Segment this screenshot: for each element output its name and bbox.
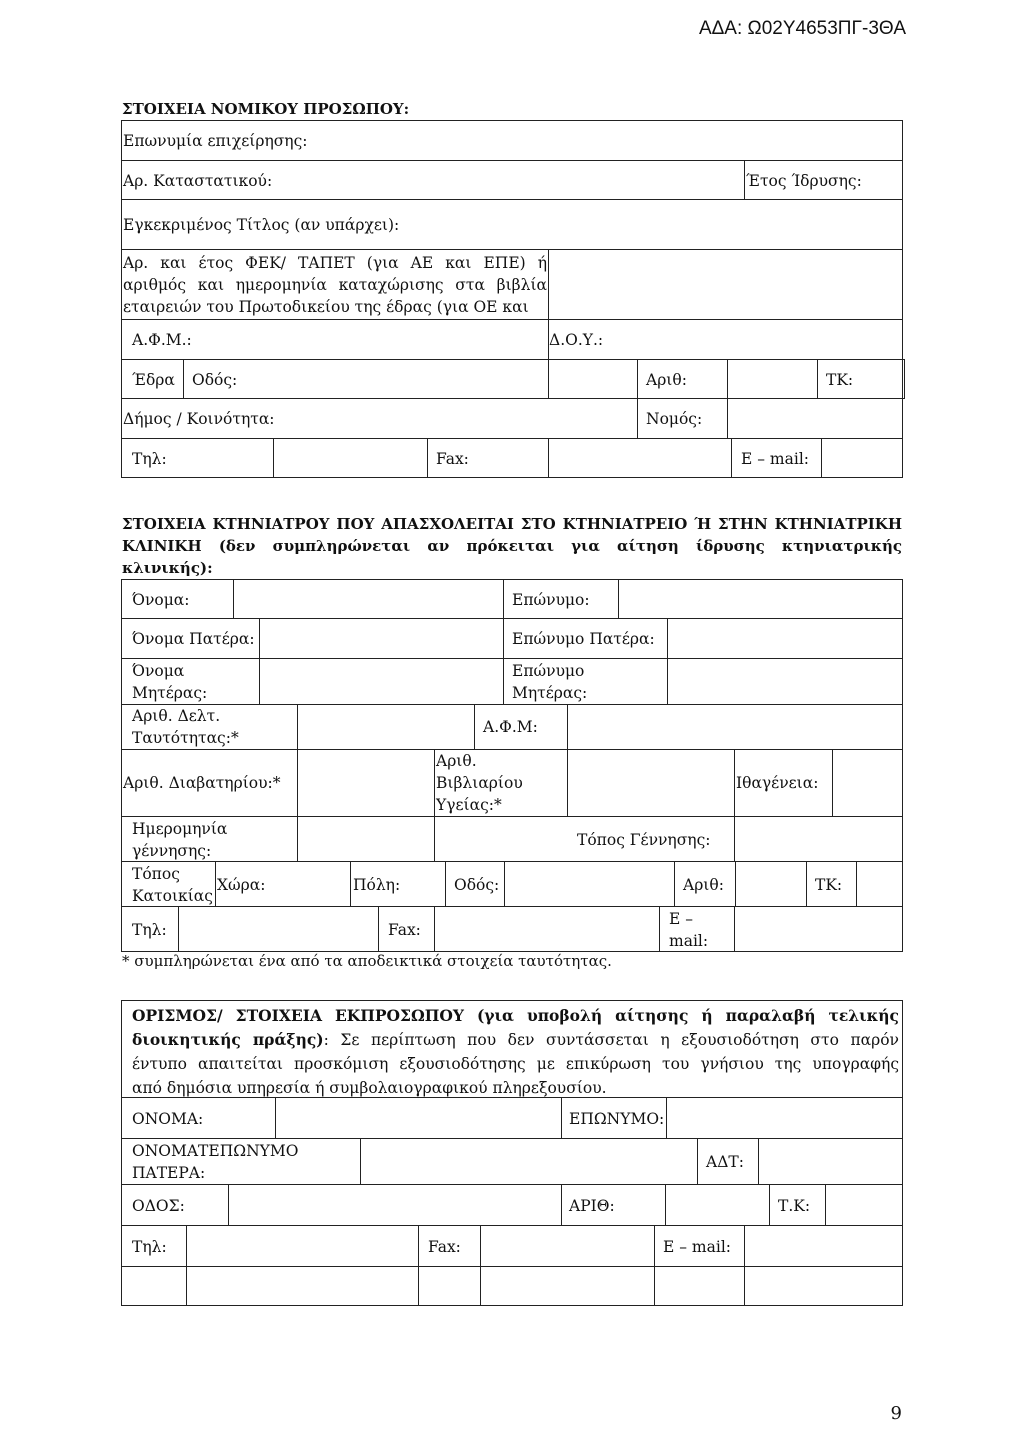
fek-label-line1: Αρ. και έτος ΦΕΚ/ ΤΑΠΕΤ (για ΑΕ και ΕΠΕ) ή	[123, 254, 547, 272]
vet-phone-label: Τηλ:	[132, 921, 167, 939]
vet-email-label-2: mail:	[669, 932, 709, 950]
health-book-label-3: Υγείας:*	[436, 796, 502, 814]
section3-title-bold-1: ΟΡΙΣΜΟΣ/ ΣΤΟΙΧΕΙΑ ΕΚΠΡΟΣΩΠΟΥ (για υποβολή αίτησης ή παραλαβή τελικής	[132, 1006, 899, 1025]
vet-fax-label: Fax:	[388, 921, 421, 939]
father-name-label: Όνομα Πατέρα:	[132, 630, 255, 648]
rep-last-name-label: ΕΠΩΝΥΜΟ:	[569, 1110, 665, 1128]
identity-note: * συμπληρώνεται ένα από τα αποδεικτικά στοιχεία ταυτότητας.	[122, 952, 612, 970]
first-name-label: Όνομα:	[132, 591, 190, 609]
rep-postal-code-label: Τ.Κ:	[778, 1197, 811, 1215]
father-surname-label: Επώνυμο Πατέρα:	[512, 630, 655, 648]
mother-surname-label-2: Μητέρας:	[512, 684, 588, 702]
rep-father-label-2: ΠΑΤΕΡΑ:	[132, 1164, 206, 1182]
section1-title: ΣΤΟΙΧΕΙΑ ΝΟΜΙΚΟΥ ΠΡΟΣΩΠΟΥ:	[122, 100, 410, 118]
rep-phone-label: Τηλ:	[132, 1238, 167, 1256]
birth-date-label-1: Ημερομηνία	[132, 820, 228, 838]
company-name-label: Επωνυμία επιχείρησης:	[123, 132, 308, 150]
mother-name-label-1: Όνομα	[132, 662, 185, 680]
vet-street-number-label: Αριθ:	[683, 876, 724, 894]
section2-title-line3: κλινικής):	[122, 559, 213, 577]
section2-title-line2: ΚΛΙΝΙΚΗ (δεν συμπληρώνεται αν πρόκειται για αίτηση ίδρυσης κτηνιατρικής	[122, 537, 902, 555]
health-book-label-1: Αριθ.	[436, 752, 477, 770]
ada-code: ΑΔΑ: Ω02Υ4653ΠΓ-3ΘΑ	[698, 18, 906, 39]
section3-text-line4: από δημόσια υπηρεσία ή συμβολαιογραφικού πληρεξουσίου.	[132, 1079, 607, 1097]
nationality-label: Ιθαγένεια:	[736, 774, 819, 792]
health-book-label-2: Βιβλιαρίου	[436, 774, 523, 792]
tax-office-label: Δ.Ο.Υ.:	[549, 331, 604, 349]
rep-street-label: ΟΔΟΣ:	[132, 1197, 185, 1215]
postal-code-label: ΤΚ:	[826, 371, 854, 389]
country-label: Χώρα:	[217, 876, 266, 894]
vet-postal-code-label: ΤΚ:	[815, 876, 843, 894]
municipality-label: Δήμος / Κοινότητα:	[123, 410, 275, 428]
birthplace-label: Τόπος Γέννησης:	[577, 831, 711, 849]
rep-father-label-1: ΟΝΟΜΑΤΕΠΩΝΥΜΟ	[132, 1142, 299, 1160]
birth-date-label-2: γέννησης:	[132, 842, 212, 860]
vet-tax-id-label: Α.Φ.Μ:	[483, 718, 538, 736]
mother-surname-label-1: Επώνυμο	[512, 662, 585, 680]
tax-id-label: Α.Φ.Μ.:	[132, 331, 192, 349]
fax-label: Fax:	[436, 450, 469, 468]
rep-fax-label: Fax:	[428, 1238, 461, 1256]
statute-number-label: Αρ. Καταστατικού:	[123, 172, 273, 190]
section3-text-line3: έντυπο απαιτείται προσκόμιση εξουσιοδότησης με επικύρωση του γνήσιου της υπογραφής	[132, 1055, 899, 1073]
phone-label: Τηλ:	[132, 450, 167, 468]
passport-label: Αριθ. Διαβατηρίου:*	[123, 774, 281, 792]
fek-label-line3: εταιρειών του Πρωτοδικείου της έδρας (για ΟΕ και	[123, 298, 529, 316]
email-label: E – mail:	[741, 450, 809, 468]
section2-title-line1: ΣΤΟΙΧΕΙΑ ΚΤΗΝΙΑΤΡΟΥ ΠΟΥ ΑΠΑΣΧΟΛΕΙΤΑΙ ΣΤΟ ΚΤΗΝΙΑΤΡΕΙΟ Ή ΣΤΗΝ ΚΤΗΝΙΑΤΡΙΚΗ	[122, 515, 902, 533]
seat-label: Έδρα	[132, 371, 175, 389]
id-card-label-1: Αριθ. Δελτ.	[132, 707, 221, 725]
page-number: 9	[890, 1403, 902, 1424]
rep-id-label: ΑΔΤ:	[706, 1153, 744, 1171]
rep-first-name-label: ΟΝΟΜΑ:	[132, 1110, 204, 1128]
section3-title-bold-2: διοικητικής πράξης)	[132, 1030, 324, 1049]
rep-email-label: E – mail:	[663, 1238, 731, 1256]
approved-title-label: Εγκεκριμένος Τίτλος (αν υπάρχει):	[123, 216, 400, 234]
residence-label-1: Τόπος	[132, 865, 180, 883]
vet-street-label: Οδός:	[454, 876, 500, 894]
street-label: Οδός:	[192, 371, 238, 389]
id-card-label-2: Ταυτότητας:*	[132, 729, 239, 747]
prefecture-label: Νομός:	[646, 410, 703, 428]
section3-title-rest: : Σε περίπτωση που δεν συντάσσεται η εξουσιοδότηση στο παρόν	[323, 1031, 899, 1049]
fek-label-line2: αριθμός και ημερομηνία καταχώρισης στα βιβλία	[123, 276, 547, 294]
street-number-label: Αριθ:	[646, 371, 687, 389]
vet-email-label-1: E –	[669, 910, 693, 928]
city-label: Πόλη:	[353, 876, 401, 894]
founding-year-label: Έτος Ίδρυσης:	[746, 172, 862, 190]
mother-name-label-2: Μητέρας:	[132, 684, 208, 702]
last-name-label: Επώνυμο:	[512, 591, 590, 609]
residence-label-2: Κατοικίας	[132, 887, 213, 905]
rep-street-number-label: ΑΡΙΘ:	[569, 1197, 615, 1215]
